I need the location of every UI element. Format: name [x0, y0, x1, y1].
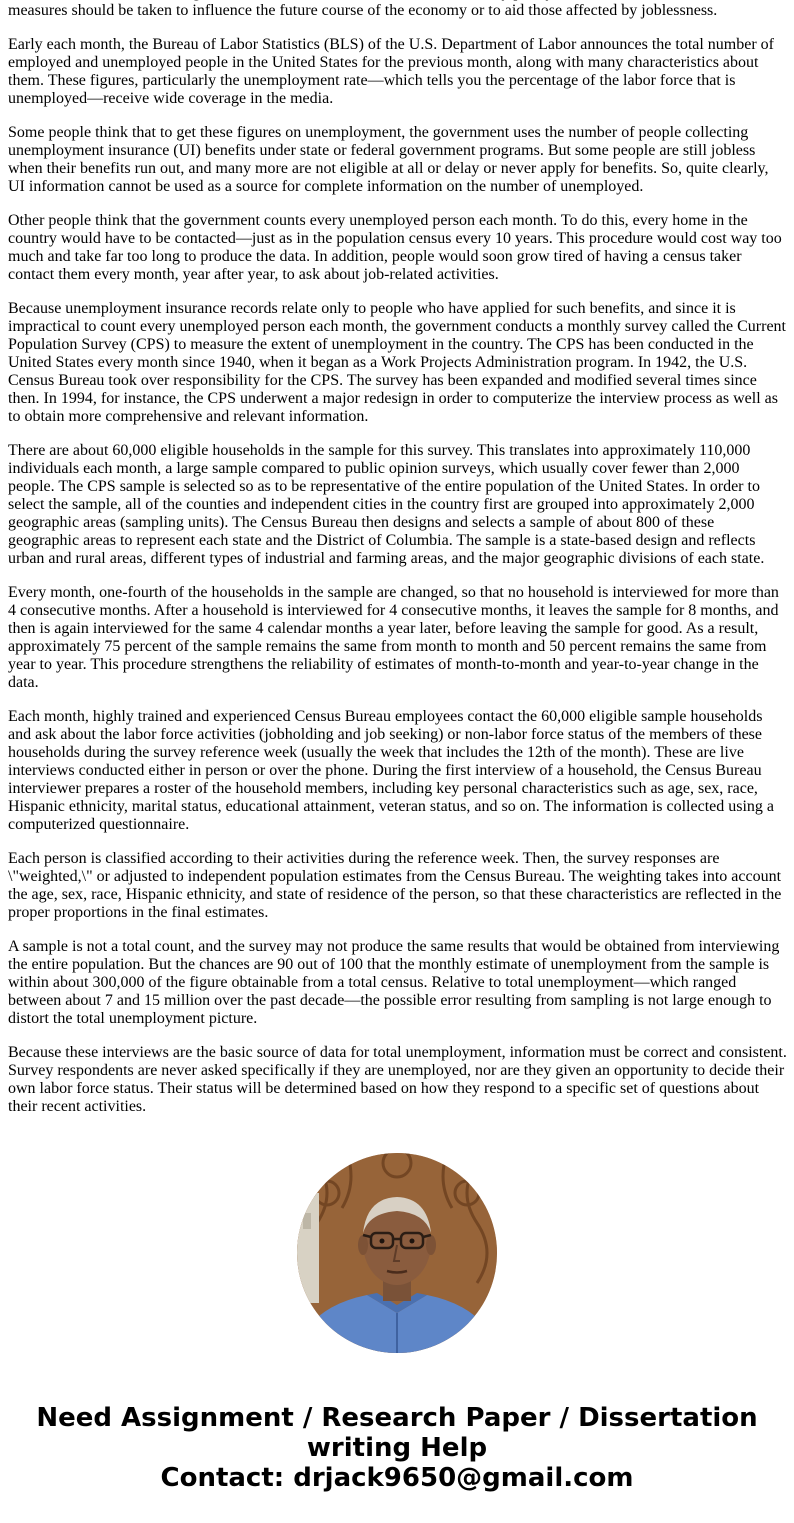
article-paragraph: There are about 60,000 eligible households in the sample for this survey. This translates into approximately 110,000 individuals each month, a large sample compared to public opinion surveys, which usually cover fewer than 2,000 people. The CPS sample is selected so as to be representative of the entire population of the United States. In order to select the sample, all of the counties and independent cities in the country first are grouped into approximately 2,000 geographic areas (sampling units). The Census Bureau then designs and selects a sample of about 800 of these geographic areas to represent each state and the District of Columbia. The sample is a state-based design and reflects urban and rural areas, different types of industrial and farming areas, and the major geographic divisions of each state.: [8, 442, 765, 567]
article-paragraph: measures should be taken to influence the future course of the economy or to aid those affected by joblessness.: [8, 2, 718, 19]
article-paragraph: Every month, one-fourth of the households in the sample are changed, so that no household is interviewed for more than 4 consecutive months. After a household is interviewed for 4 consecutive months, it leaves the sample for 8 months, and then is again interviewed for the same 4 calendar months a year later, before leaving the sample for good. As a result, approximately 75 percent of the sample remains the same from month to month and 50 percent remains the same from year to year. This procedure strengthens the reliability of estimates of month-to-month and year-to-year change in the data.: [8, 584, 779, 691]
article-paragraph: A sample is not a total count, and the survey may not produce the same results that would be obtained from interviewing the entire population. But the chances are 90 out of 100 that the monthly estimate of unemployment from the sample is within about 300,000 of the figure obtainable from a total census. Relative to total unemployment—which ranged between about 7 and 15 million over the past decade—the possible error resulting from sampling is not large enough to distort the total unemployment picture.: [8, 938, 780, 1027]
article-paragraph: Each month, highly trained and experienced Census Bureau employees contact the 60,000 eligible sample households and ask about the labor force activities (jobholding and job seeking) or non-labor force status of the members of these households during the survey reference week (usually the week that includes the 12th of the month). These are live interviews conducted either in person or over the phone. During the first interview of a household, the Census Bureau interviewer prepares a roster of the household members, including key personal characteristics such as age, sex, race, Hispanic ethnicity, marital status, educational attainment, veteran status, and so on. The information is collected using a computerized questionnaire.: [8, 708, 775, 833]
article-paragraph: Because these interviews are the basic source of data for total unemployment, information must be correct and consistent. Survey respondents are never asked specifically if they are unemployed, nor are they given an opportunity to decide their own labor force status. Their status will be determined based on how they respond to a specific set of questions about their recent activities.: [8, 1044, 787, 1115]
article-body: [8, 0, 788, 1132]
article-paragraph: Other people think that the government counts every unemployed person each month. To do this, every home in the country would have to be contacted—just as in the population census every 10 years. This procedure would cost way too much and take far too long to produce the data. In addition, people would soon grow tired of having a census taker contact them every month, year after year, to ask about job-related activities.: [8, 212, 782, 283]
article-paragraph: Early each month, the Bureau of Labor Statistics (BLS) of the U.S. Department of Labor announces the total number of employed and unemployed people in the United States for the previous month, along with many characteristics about them. These figures, particularly the unemployment rate—which tells you the percentage of the labor force that is unemployed—receive wide coverage in the media.: [8, 36, 775, 107]
article-paragraph: Some people think that to get these figures on unemployment, the government uses the number of people collecting unemployment insurance (UI) benefits under state or federal government programs. But some people are still jobless when their benefits run out, and many more are not eligible at all or delay or never apply for benefits. So, quite clearly, UI information cannot be used as a source for complete information on the number of unemployed.: [8, 124, 769, 195]
article-paragraph: Each person is classified according to their activities during the reference week. Then, the survey responses are \"weighted,\" or adjusted to independent population estimates from the Census Bureau. The weighting takes into account the age, sex, race, Hispanic ethnicity, and state of residence of the person, so that these characteristics are reflected in the proper proportions in the final estimates.: [8, 850, 782, 921]
contact-email: Contact: drjack9650@gmail.com: [160, 1463, 634, 1493]
author-photo: [297, 1153, 497, 1353]
help-contact-banner: [0, 1403, 794, 1493]
author-portrait: [297, 1153, 497, 1353]
cta-line: writing Help: [306, 1433, 488, 1463]
article-paragraph: Because unemployment insurance records relate only to people who have applied for such benefits, and since it is impractical to count every unemployed person each month, the government conducts a monthly survey called the Current Population Survey (CPS) to measure the extent of unemployment in the country. The CPS has been conducted in the United States every month since 1940, when it began as a Work Projects Administration program. In 1942, the U.S. Census Bureau took over responsibility for the CPS. The survey has been expanded and modified several times since then. In 1994, for instance, the CPS underwent a major redesign in order to computerize the interview process as well as to obtain more comprehensive and relevant information.: [8, 300, 786, 425]
cta-line: Need Assignment / Research Paper / Dissertation: [36, 1403, 758, 1433]
